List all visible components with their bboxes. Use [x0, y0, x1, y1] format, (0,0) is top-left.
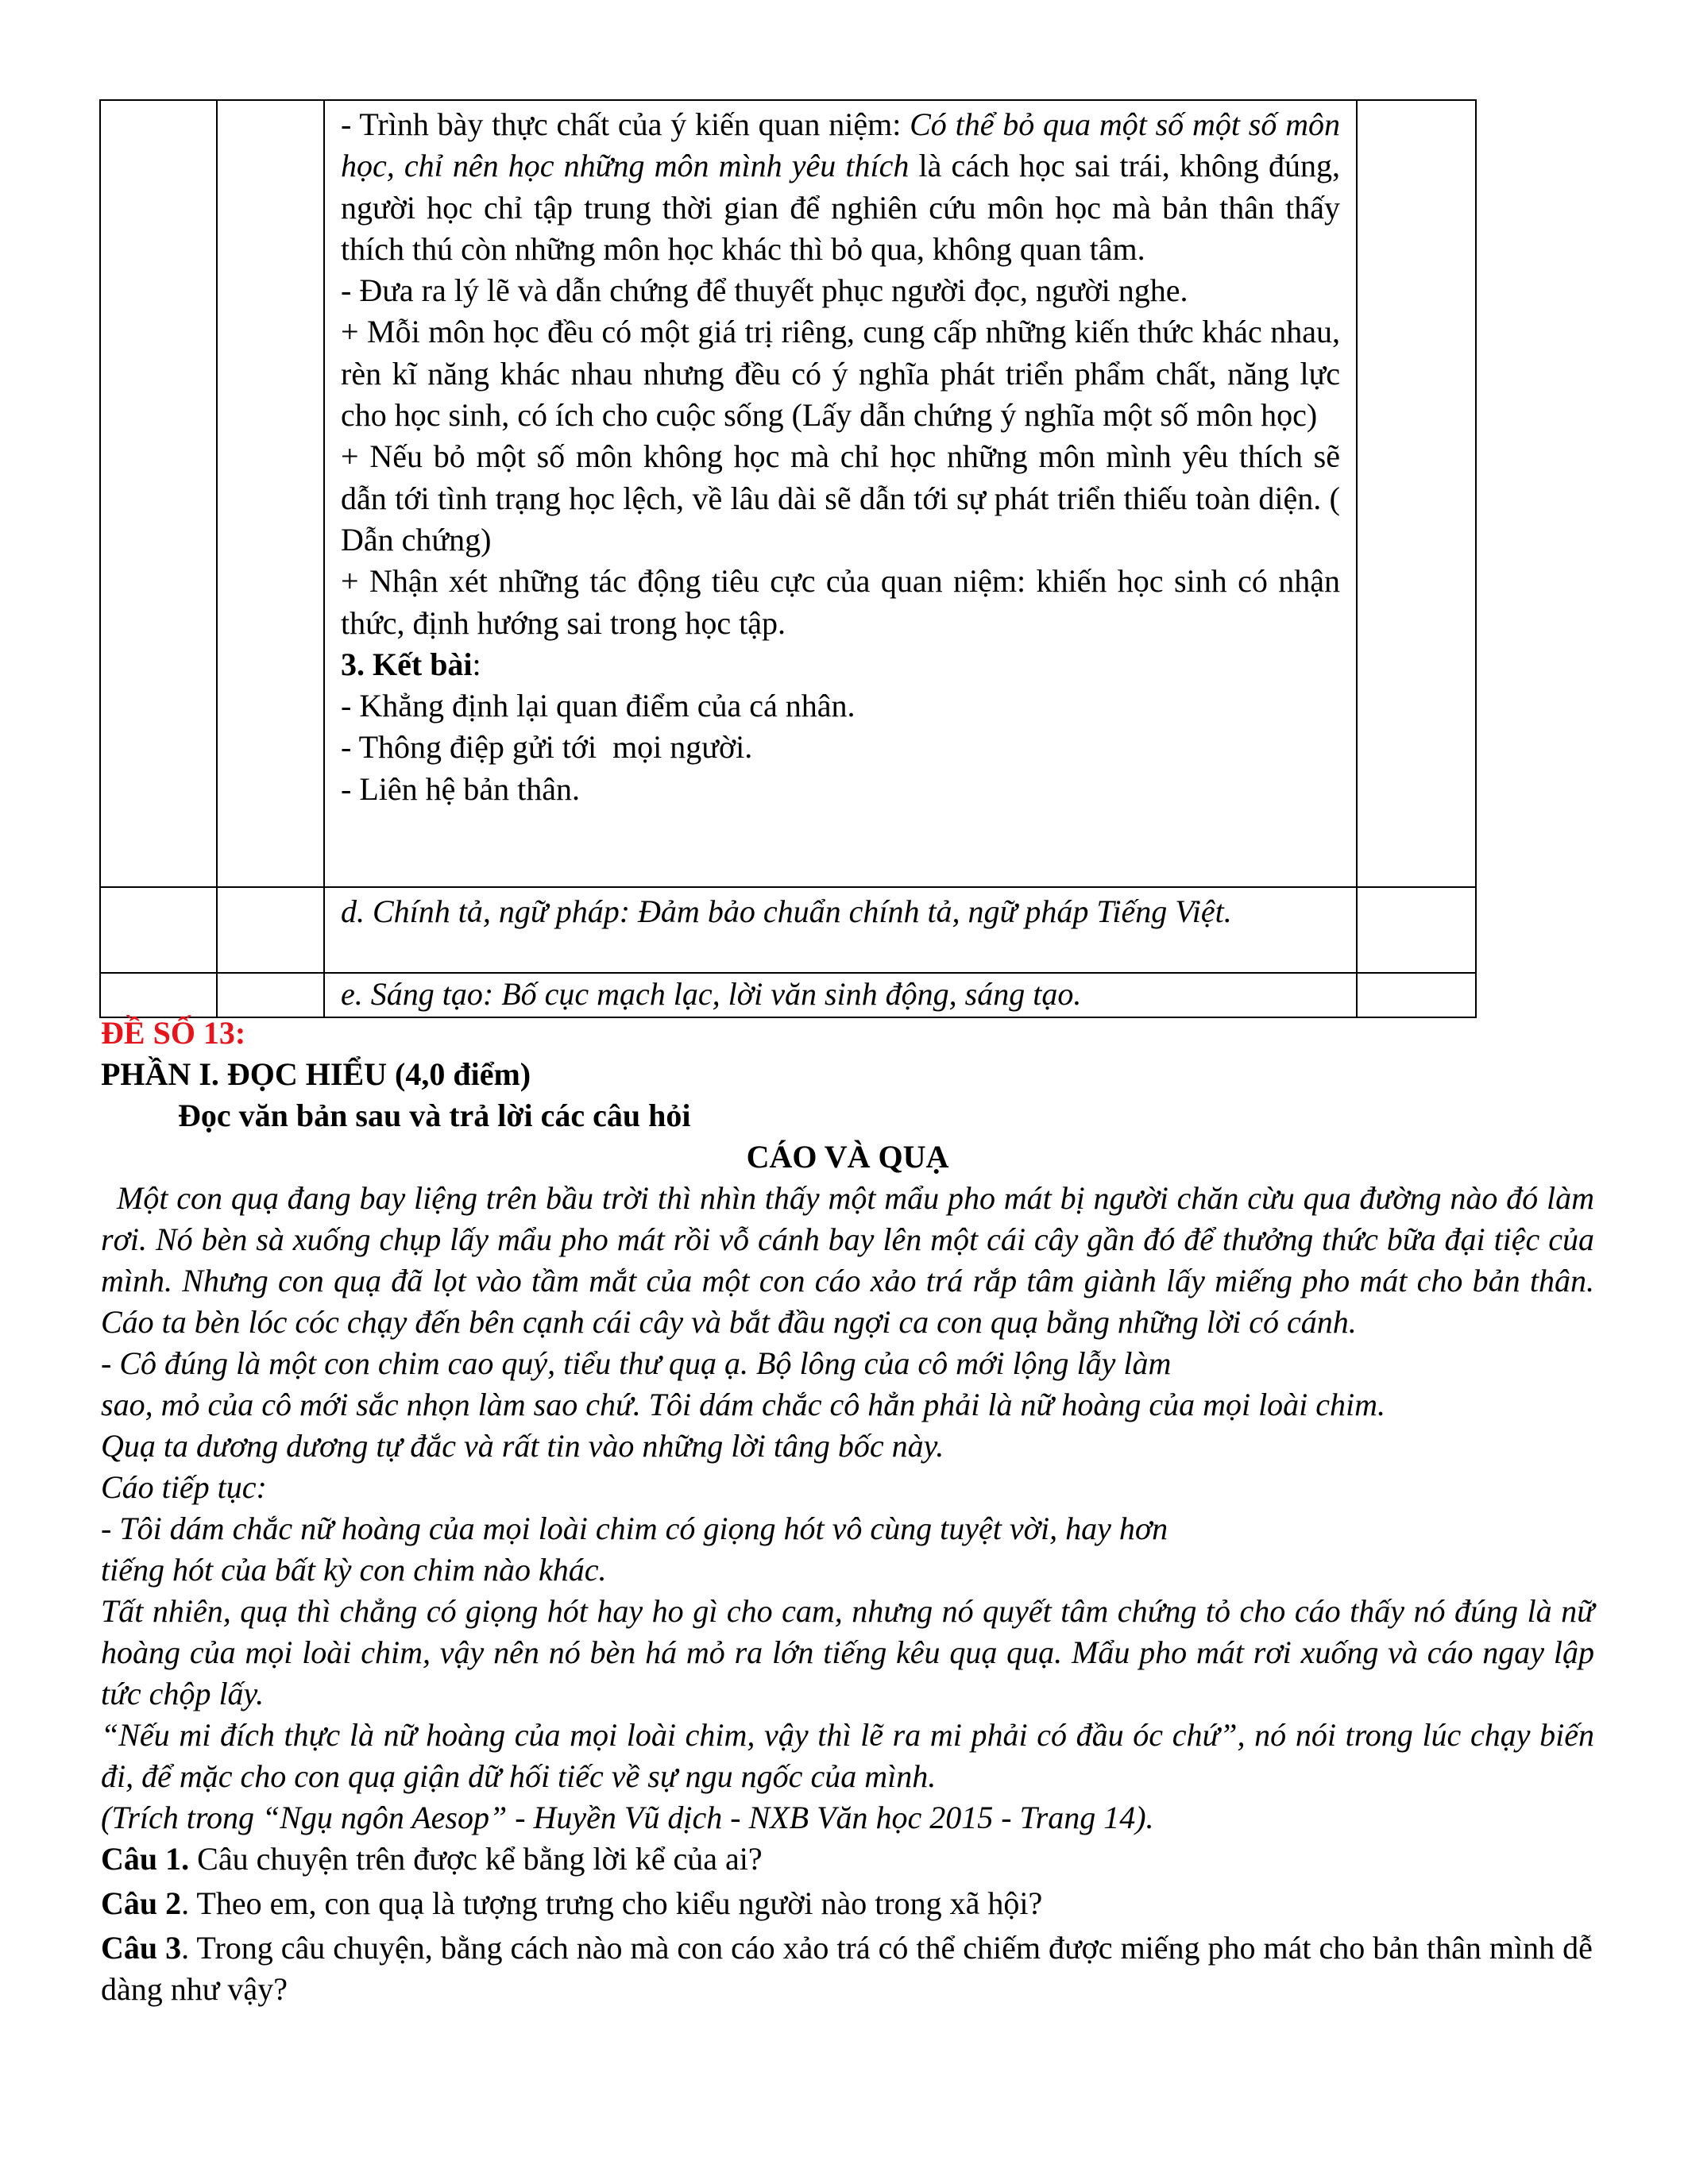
question-2: Câu 2. Theo em, con quạ là tượng trưng cho kiểu người nào trong xã hội?	[101, 1885, 1043, 1921]
story-paragraph: - Tôi dám chắc nữ hoàng của mọi loài chim có giọng hót vô cùng tuyệt vời, hay hơn	[101, 1511, 1168, 1546]
rubric-criterion: e. Sáng tạo: Bố cục mạch lạc, lời văn sinh động, sáng tạo.	[341, 976, 1082, 1012]
rubric-row	[100, 100, 1476, 887]
rubric-cell-empty	[100, 100, 217, 887]
rubric-cell-empty	[217, 887, 324, 973]
rubric-content-cell	[324, 973, 1357, 1017]
rubric-paragraph: - Đưa ra lý lẽ và dẫn chứng để thuyết phục người đọc, người nghe.	[341, 272, 1188, 309]
story-paragraph: - Cô đúng là một con chim cao quý, tiểu thư quạ ạ. Bộ lông của cô mới lộng lẫy làm	[101, 1345, 1172, 1381]
rubric-paragraph: - Thông điệp gửi tới mọi người.	[341, 729, 753, 766]
rubric-paragraph: - Trình bày thực chất của ý kiến quan niệm: Có thể bỏ qua một số một số môn học, chỉ nên học những môn mình yêu thích là cách học sai trái, không đúng, người học chỉ tập trung thời gian để nghiên cứu môn học mà bản thân thấy thích thú còn những môn học khác thì bỏ qua, không quan tâm.	[341, 106, 1340, 267]
rubric-paragraph: + Nếu bỏ một số môn không học mà chỉ học những môn mình yêu thích sẽ dẫn tới tình trạng học lệch, về lâu dài sẽ dẫn tới sự phát triển thiếu toàn diện. ( Dẫn chứng)	[341, 438, 1340, 558]
rubric-cell-empty	[217, 100, 324, 887]
rubric-paragraph: - Khẳng định lại quan điểm của cá nhân.	[341, 688, 856, 724]
story-text	[101, 1178, 1594, 1839]
rubric-content-cell	[324, 100, 1357, 887]
rubric-cell-empty	[100, 973, 217, 1017]
rubric-cell-empty	[1357, 973, 1476, 1017]
rubric-criterion: d. Chính tả, ngữ pháp: Đảm bảo chuẩn chính tả, ngữ pháp Tiếng Việt.	[341, 893, 1232, 929]
ketbai-heading: 3. Kết bài:	[341, 646, 481, 682]
story-paragraph: Cáo tiếp tục:	[101, 1469, 267, 1505]
story-source: (Trích trong “Ngụ ngôn Aesop” - Huyền Vũ dịch - NXB Văn học 2015 - Trang 14).	[101, 1800, 1154, 1835]
rubric-row	[100, 887, 1476, 973]
rubric-content-cell	[324, 887, 1357, 973]
exam-body	[101, 1013, 1594, 2010]
story-paragraph: Quạ ta dương dương tự đắc và rất tin vào những lời tâng bốc này.	[101, 1428, 944, 1464]
part-heading: PHẦN I. ĐỌC HIỂU (4,0 điểm)	[101, 1056, 531, 1092]
rubric-paragraph: + Mỗi môn học đều có một giá trị riêng, cung cấp những kiến thức khác nhau, rèn kĩ năng khác nhau nhưng đều có ý nghĩa phát triển phẩm chất, năng lực cho học sinh, có ích cho cuộc sống (Lấy dẫn chứng ý nghĩa một số môn học)	[341, 314, 1340, 434]
reading-instruction: Đọc văn bản sau và trả lời các câu hỏi	[178, 1098, 691, 1133]
story-paragraph: “Nếu mi đích thực là nữ hoàng của mọi loài chim, vậy thì lẽ ra mi phải có đầu óc chứ”, nó nói trong lúc chạy biến đi, để mặc cho con quạ giận dữ hối tiếc về sự ngu ngốc của mình.	[101, 1717, 1594, 1794]
story-paragraph: sao, mỏ của cô mới sắc nhọn làm sao chứ. Tôi dám chắc cô hẳn phải là nữ hoàng của mọi loài chim.	[101, 1387, 1386, 1422]
rubric-cell-empty	[1357, 887, 1476, 973]
story-paragraph: tiếng hót của bất kỳ con chim nào khác.	[101, 1552, 607, 1588]
rubric-row	[100, 973, 1476, 1017]
rubric-paragraph: + Nhận xét những tác động tiêu cực của quan niệm: khiến học sinh có nhận thức, định hướng sai trong học tập.	[341, 563, 1340, 641]
rubric-cell-empty	[217, 973, 324, 1017]
question-3: Câu 3. Trong câu chuyện, bằng cách nào mà con cáo xảo trá có thể chiếm được miếng pho mát cho bản thân mình dễ dàng như vậy?	[101, 1930, 1593, 2007]
story-title: CÁO VÀ QUẠ	[746, 1139, 949, 1175]
rubric-cell-empty	[1357, 100, 1476, 887]
rubric-paragraph: - Liên hệ bản thân.	[341, 770, 580, 807]
rubric-cell-empty	[100, 887, 217, 973]
exam-title: ĐỀ SỐ 13:	[101, 1015, 246, 1051]
story-paragraph: Một con quạ đang bay liệng trên bầu trời thì nhìn thấy một mẩu pho mát bị người chăn cừu qua đường nào đó làm rơi. Nó bèn sà xuống chụp lấy mẩu pho mát rồi vỗ cánh bay lên một cái cây gần đó để thưởng thức bữa đại tiệc của mình. Nhưng con quạ đã lọt vào tầm mắt của một con cáo xảo trá rắp tâm giành lấy miếng pho mát cho bản thân. Cáo ta bèn lóc cóc chạy đến bên cạnh cái cây và bắt đầu ngợi ca con quạ bằng những lời có cánh.	[101, 1180, 1594, 1340]
rubric-table	[99, 99, 1477, 1018]
question-1: Câu 1. Câu chuyện trên được kể bằng lời kể của ai?	[101, 1841, 763, 1877]
story-paragraph: Tất nhiên, quạ thì chẳng có giọng hót hay ho gì cho cam, nhưng nó quyết tâm chứng tỏ cho cáo thấy nó đúng là nữ hoàng của mọi loài chim, vậy nên nó bèn há mỏ ra lớn tiếng kêu quạ quạ. Mẩu pho mát rơi xuống và cáo ngay lập tức chộp lấy.	[101, 1593, 1594, 1711]
